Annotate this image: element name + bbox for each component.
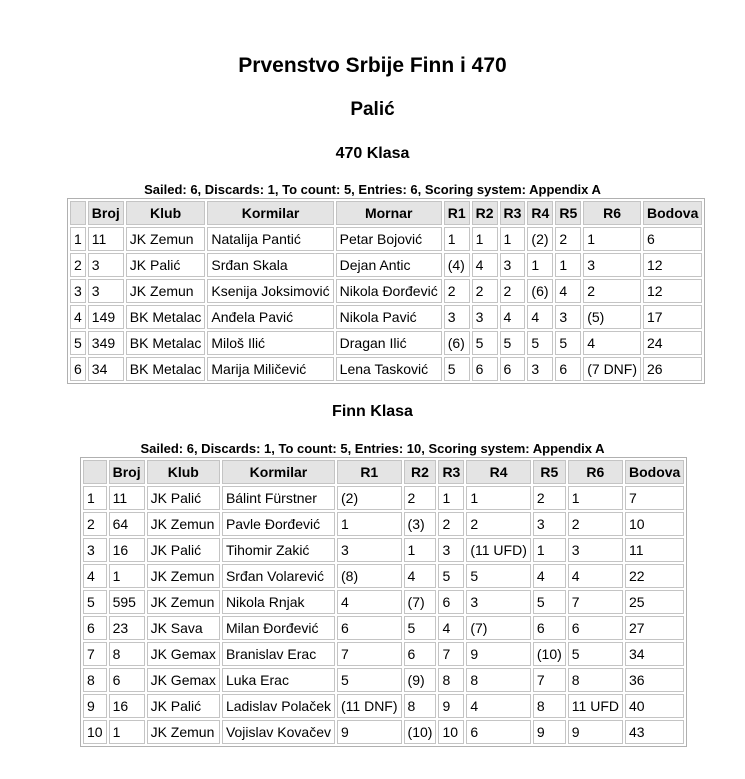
table-cell: 1: [438, 486, 464, 510]
table-cell: JK Palić: [147, 538, 220, 562]
table-cell: JK Palić: [126, 253, 206, 277]
column-header: R4: [527, 201, 553, 225]
column-header: R5: [555, 201, 581, 225]
table-cell: 6: [109, 668, 145, 692]
caption-470: Sailed: 6, Discards: 1, To count: 5, Entries: 6, Scoring system: Appendix A: [144, 182, 601, 197]
table-cell: 1: [472, 227, 498, 251]
column-header: Klub: [126, 201, 206, 225]
results-table-470: [67, 198, 705, 384]
column-header: Kormilar: [222, 460, 335, 484]
column-header: Klub: [147, 460, 220, 484]
table-cell: 2: [568, 512, 623, 536]
table-cell: JK Zemun: [147, 720, 220, 744]
table-cell: 9: [533, 720, 566, 744]
column-header: Bodova: [625, 460, 684, 484]
table-cell: 2: [466, 512, 531, 536]
table-cell: 1: [337, 512, 402, 536]
table-cell: 5: [500, 331, 526, 355]
table-cell: 349: [88, 331, 124, 355]
table-cell: 8: [568, 668, 623, 692]
table-cell: 2: [583, 279, 641, 303]
page-subtitle: Palić: [350, 99, 395, 120]
table-cell: (6): [444, 331, 470, 355]
table-cell: 3: [500, 253, 526, 277]
table-cell: 4: [70, 305, 86, 329]
table-cell: Nikola Đorđević: [336, 279, 442, 303]
table-cell: (11 UFD): [466, 538, 531, 562]
table-cell: Miloš Ilić: [207, 331, 333, 355]
table-cell: 9: [337, 720, 402, 744]
table-cell: 4: [533, 564, 566, 588]
table-cell: Vojislav Kovačev: [222, 720, 335, 744]
table-cell: Nikola Pavić: [336, 305, 442, 329]
table-cell: 4: [466, 694, 531, 718]
table-cell: JK Zemun: [147, 590, 220, 614]
table-cell: 16: [109, 694, 145, 718]
table-cell: 595: [109, 590, 145, 614]
table-cell: Tihomir Zakić: [222, 538, 335, 562]
table-cell: 1: [500, 227, 526, 251]
table-row: [70, 305, 702, 329]
results-table-finn: [80, 457, 687, 747]
table-cell: JK Zemun: [147, 512, 220, 536]
table-cell: 34: [625, 642, 684, 666]
table-cell: 6: [533, 616, 566, 640]
table-cell: 4: [568, 564, 623, 588]
header-row: [70, 201, 702, 225]
table-cell: 6: [404, 642, 437, 666]
column-header: R1: [444, 201, 470, 225]
table-cell: 9: [438, 694, 464, 718]
table-cell: 8: [466, 668, 531, 692]
table-cell: 5: [472, 331, 498, 355]
table-cell: 7: [337, 642, 402, 666]
table-cell: 1: [533, 538, 566, 562]
column-header: [83, 460, 107, 484]
table-cell: 1: [109, 564, 145, 588]
table-cell: 6: [438, 590, 464, 614]
table-cell: 6: [337, 616, 402, 640]
class-title-470: 470 Klasa: [335, 145, 410, 162]
table-cell: 3: [70, 279, 86, 303]
table-cell: 5: [70, 331, 86, 355]
table-row: [83, 642, 684, 666]
table-cell: 3: [466, 590, 531, 614]
table-cell: 3: [88, 279, 124, 303]
table-cell: Natalija Pantić: [207, 227, 333, 251]
table-row: [70, 279, 702, 303]
table-cell: 1: [466, 486, 531, 510]
table-cell: 6: [643, 227, 702, 251]
table-cell: 26: [643, 357, 702, 381]
table-cell: 10: [83, 720, 107, 744]
table-cell: 5: [83, 590, 107, 614]
table-cell: 6: [555, 357, 581, 381]
table-cell: 11: [625, 538, 684, 562]
table-cell: 25: [625, 590, 684, 614]
column-header: R6: [568, 460, 623, 484]
table-cell: 4: [83, 564, 107, 588]
table-cell: 1: [404, 538, 437, 562]
table-cell: 3: [444, 305, 470, 329]
table-cell: 6: [83, 616, 107, 640]
table-row: [83, 668, 684, 692]
table-row: [83, 616, 684, 640]
table-cell: 2: [404, 486, 437, 510]
table-cell: 17: [643, 305, 702, 329]
table-cell: Milan Đorđević: [222, 616, 335, 640]
column-header: Mornar: [336, 201, 442, 225]
table-cell: 11 UFD: [568, 694, 623, 718]
table-cell: (7): [466, 616, 531, 640]
table-cell: 7: [568, 590, 623, 614]
table-cell: 5: [527, 331, 553, 355]
table-cell: JK Palić: [147, 486, 220, 510]
column-header: R2: [404, 460, 437, 484]
table-cell: 6: [500, 357, 526, 381]
table-row: [83, 694, 684, 718]
table-cell: 24: [643, 331, 702, 355]
table-cell: JK Palić: [147, 694, 220, 718]
table-cell: (11 DNF): [337, 694, 402, 718]
table-cell: 12: [643, 253, 702, 277]
table-cell: 43: [625, 720, 684, 744]
table-cell: 6: [70, 357, 86, 381]
table-cell: (7): [404, 590, 437, 614]
table-cell: 4: [555, 279, 581, 303]
table-cell: 4: [472, 253, 498, 277]
table-cell: 5: [555, 331, 581, 355]
table-cell: 1: [527, 253, 553, 277]
table-cell: 27: [625, 616, 684, 640]
table-cell: Srđan Skala: [207, 253, 333, 277]
column-header: R5: [533, 460, 566, 484]
table-cell: 5: [438, 564, 464, 588]
table-cell: 2: [533, 486, 566, 510]
table-cell: 22: [625, 564, 684, 588]
table-cell: 2: [438, 512, 464, 536]
table-cell: 3: [533, 512, 566, 536]
table-cell: 4: [500, 305, 526, 329]
table-cell: 3: [527, 357, 553, 381]
table-cell: (8): [337, 564, 402, 588]
table-cell: JK Sava: [147, 616, 220, 640]
table-cell: 11: [88, 227, 124, 251]
table-cell: 3: [583, 253, 641, 277]
table-row: [83, 486, 684, 510]
table-cell: 64: [109, 512, 145, 536]
table-row: [70, 357, 702, 381]
table-cell: (2): [527, 227, 553, 251]
table-cell: 2: [70, 253, 86, 277]
table-cell: Luka Erac: [222, 668, 335, 692]
table-cell: 12: [643, 279, 702, 303]
table-cell: Lena Tasković: [336, 357, 442, 381]
table-cell: 1: [583, 227, 641, 251]
table-cell: Petar Bojović: [336, 227, 442, 251]
table-cell: 10: [625, 512, 684, 536]
table-cell: 23: [109, 616, 145, 640]
table-cell: 11: [109, 486, 145, 510]
table-cell: (9): [404, 668, 437, 692]
class-title-finn: Finn Klasa: [332, 403, 413, 420]
table-cell: 40: [625, 694, 684, 718]
page-title: Prvenstvo Srbije Finn i 470: [238, 54, 507, 77]
table-cell: 1: [555, 253, 581, 277]
table-cell: 1: [568, 486, 623, 510]
table-cell: 4: [337, 590, 402, 614]
table-cell: 3: [472, 305, 498, 329]
table-cell: 5: [404, 616, 437, 640]
table-cell: 7: [625, 486, 684, 510]
table-row: [83, 538, 684, 562]
table-cell: 1: [70, 227, 86, 251]
table-cell: 9: [83, 694, 107, 718]
table-row: [70, 253, 702, 277]
table-row: [83, 564, 684, 588]
table-cell: 5: [466, 564, 531, 588]
table-cell: Dejan Antic: [336, 253, 442, 277]
table-cell: 1: [109, 720, 145, 744]
column-header: Kormilar: [207, 201, 333, 225]
table-cell: Bálint Fürstner: [222, 486, 335, 510]
table-cell: 2: [444, 279, 470, 303]
table-cell: BK Metalac: [126, 357, 206, 381]
table-cell: (6): [527, 279, 553, 303]
table-cell: Branislav Erac: [222, 642, 335, 666]
table-cell: 2: [472, 279, 498, 303]
table-cell: 6: [472, 357, 498, 381]
table-cell: 3: [88, 253, 124, 277]
column-header: R3: [500, 201, 526, 225]
table-cell: Ksenija Joksimović: [207, 279, 333, 303]
table-cell: Marija Miličević: [207, 357, 333, 381]
table-cell: Nikola Rnjak: [222, 590, 335, 614]
table-cell: 36: [625, 668, 684, 692]
table-cell: JK Zemun: [126, 279, 206, 303]
table-cell: 6: [466, 720, 531, 744]
table-cell: 4: [583, 331, 641, 355]
table-cell: 149: [88, 305, 124, 329]
table-cell: 5: [533, 590, 566, 614]
table-cell: JK Zemun: [147, 564, 220, 588]
table-cell: (5): [583, 305, 641, 329]
column-header: R2: [472, 201, 498, 225]
table-cell: 3: [83, 538, 107, 562]
table-cell: 1: [83, 486, 107, 510]
column-header: Broj: [88, 201, 124, 225]
table-cell: 16: [109, 538, 145, 562]
table-cell: (10): [533, 642, 566, 666]
table-cell: 7: [533, 668, 566, 692]
table-cell: 7: [438, 642, 464, 666]
table-cell: JK Gemax: [147, 642, 220, 666]
table-cell: BK Metalac: [126, 331, 206, 355]
table-cell: 5: [337, 668, 402, 692]
table-cell: 2: [555, 227, 581, 251]
table-cell: 5: [568, 642, 623, 666]
table-cell: 8: [404, 694, 437, 718]
table-row: [83, 512, 684, 536]
table-cell: 9: [466, 642, 531, 666]
table-cell: 8: [109, 642, 145, 666]
header-row: [83, 460, 684, 484]
table-cell: 3: [568, 538, 623, 562]
table-cell: Dragan Ilić: [336, 331, 442, 355]
table-cell: Ladislav Polaček: [222, 694, 335, 718]
table-cell: 10: [438, 720, 464, 744]
column-header: R3: [438, 460, 464, 484]
table-cell: (4): [444, 253, 470, 277]
table-cell: 4: [438, 616, 464, 640]
column-header: R1: [337, 460, 402, 484]
table-cell: Pavle Đorđević: [222, 512, 335, 536]
table-cell: 7: [83, 642, 107, 666]
table-cell: 3: [337, 538, 402, 562]
table-cell: 9: [568, 720, 623, 744]
table-row: [70, 227, 702, 251]
table-cell: (2): [337, 486, 402, 510]
table-cell: 2: [83, 512, 107, 536]
table-cell: 5: [444, 357, 470, 381]
table-cell: 3: [555, 305, 581, 329]
column-header: Broj: [109, 460, 145, 484]
table-cell: Srđan Volarević: [222, 564, 335, 588]
table-cell: 2: [500, 279, 526, 303]
table-cell: (3): [404, 512, 437, 536]
table-cell: 3: [438, 538, 464, 562]
table-row: [83, 720, 684, 744]
table-cell: 8: [83, 668, 107, 692]
table-cell: 34: [88, 357, 124, 381]
table-cell: 8: [533, 694, 566, 718]
column-header: R6: [583, 201, 641, 225]
table-row: [70, 331, 702, 355]
table-row: [83, 590, 684, 614]
table-cell: (7 DNF): [583, 357, 641, 381]
table-cell: BK Metalac: [126, 305, 206, 329]
table-cell: JK Zemun: [126, 227, 206, 251]
column-header: [70, 201, 86, 225]
table-cell: 4: [404, 564, 437, 588]
caption-finn: Sailed: 6, Discards: 1, To count: 5, Entries: 10, Scoring system: Appendix A: [140, 441, 605, 456]
column-header: Bodova: [643, 201, 702, 225]
table-cell: 8: [438, 668, 464, 692]
column-header: R4: [466, 460, 531, 484]
table-cell: (10): [404, 720, 437, 744]
table-cell: 6: [568, 616, 623, 640]
table-cell: 4: [527, 305, 553, 329]
table-cell: 1: [444, 227, 470, 251]
table-cell: JK Gemax: [147, 668, 220, 692]
table-cell: Anđela Pavić: [207, 305, 333, 329]
